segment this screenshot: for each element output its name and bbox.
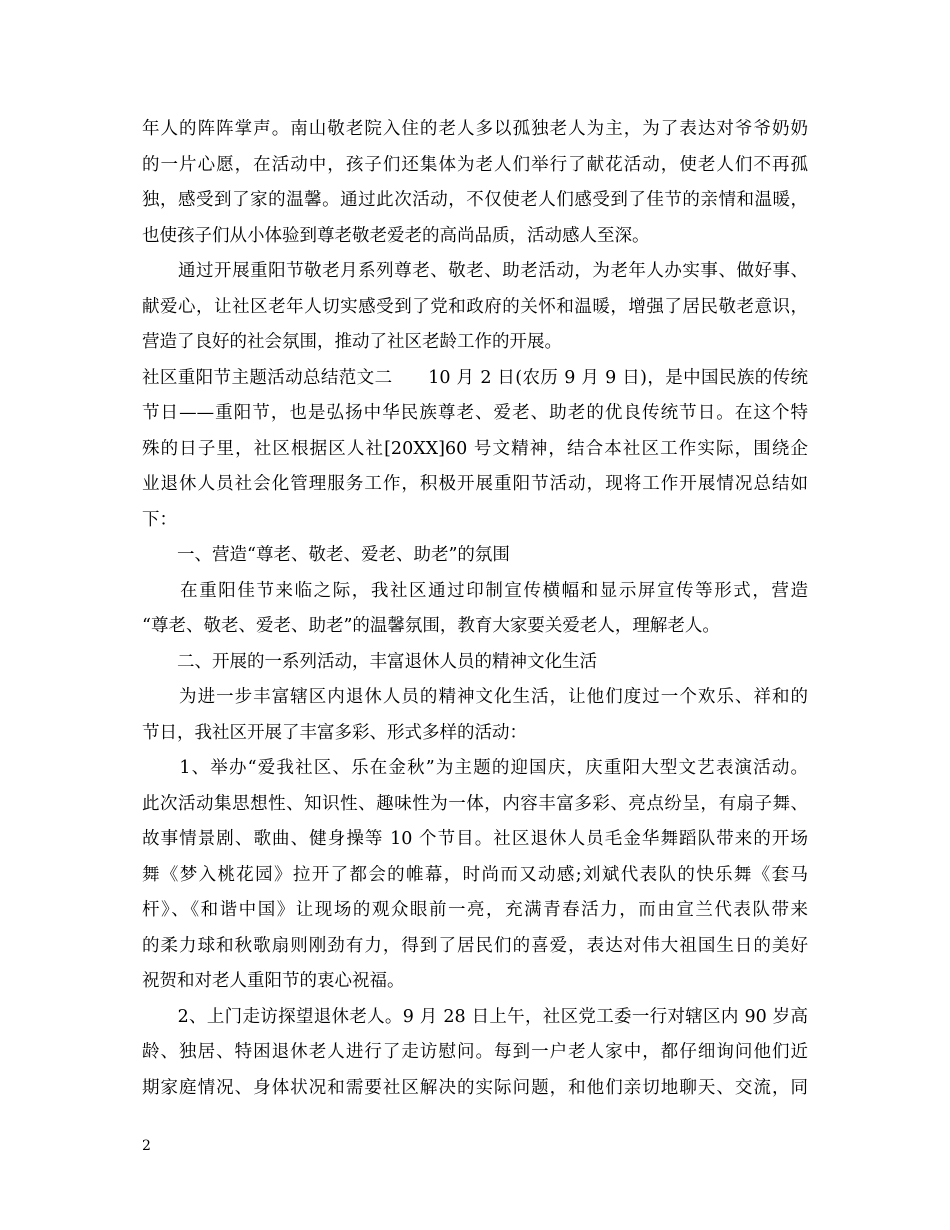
text-line: 节日，我社区开展了丰富多彩、形式多样的活动： (142, 722, 527, 743)
text-line: 二、开展的一系列活动，丰富退休人员的精神文化生活 (142, 651, 597, 672)
text-line: 殊的日子里，社区根据区人社[20XX]60 号文精神，结合本社区工作实际，围绕企 (142, 438, 808, 459)
text-line: 也使孩子们从小体验到尊老敬老爱老的高尚品质，活动感人至深。 (142, 225, 650, 246)
document-body (142, 112, 808, 1106)
text-line: 在重阳佳节来临之际，我社区通过印制宣传横幅和显示屏宣传等形式，营造 (142, 580, 808, 601)
text-line: 下： (142, 509, 177, 530)
text-line: 业退休人员社会化管理服务工作，积极开展重阳节活动，现将工作开展情况总结如 (142, 474, 808, 494)
text-line: 的柔力球和秋歌扇则刚劲有力，得到了居民们的喜爱，表达对伟大祖国生日的美好 (142, 935, 808, 956)
text-line: 故事情景剧、歌曲、健身操等 10 个节目。社区退休人员毛金华舞蹈队带来的开场 (142, 829, 808, 849)
text-line: 龄、独居、特困退休老人进行了走访慰问。每到一户老人家中，都仔细询问他们近 (142, 1042, 808, 1062)
text-line: 的一片心愿，在活动中，孩子们还集体为老人们举行了献花活动，使老人们不再孤 (142, 154, 808, 175)
text-line: 献爱心，让社区老年人切实感受到了党和政府的关怀和温暖，增强了居民敬老意识， (142, 296, 808, 317)
text-line: 社区重阳节主题活动总结范文二 10 月 2 日(农历 9 月 9 日)，是中国民族的传统 (142, 367, 808, 388)
page-number: 2 (142, 1138, 151, 1154)
text-line: 此次活动集思想性、知识性、趣味性为一体，内容丰富多彩、亮点纷呈，有扇子舞、 (142, 793, 808, 814)
text-line: 祝贺和对老人重阳节的衷心祝福。 (142, 971, 405, 991)
text-line: 舞《梦入桃花园》拉开了都会的帷幕，时尚而又动感;刘斌代表队的快乐舞《套马 (142, 864, 808, 885)
text-line: 为进一步丰富辖区内退休人员的精神文化生活，让他们度过一个欢乐、祥和的 (142, 687, 808, 707)
text-line: 年人的阵阵掌声。南山敬老院入住的老人多以孤独老人为主，为了表达对爷爷奶奶 (142, 119, 808, 139)
text-line: 营造了良好的社会氛围，推动了社区老龄工作的开展。 (142, 332, 562, 352)
text-line: 杆》、《和谐中国》让现场的观众眼前一亮，充满青春活力，而由宣兰代表队带来 (142, 900, 808, 920)
text-line: 1、举办“爱我社区、乐在金秋”为主题的迎国庆，庆重阳大型文艺表演活动。 (142, 758, 808, 778)
text-line: 通过开展重阳节敬老月系列尊老、敬老、助老活动，为老年人办实事、做好事、 (142, 261, 808, 281)
text-line: 一、营造“尊老、敬老、爱老、助老”的氛围 (142, 545, 510, 565)
text-line: 期家庭情况、身体状况和需要社区解决的实际问题，和他们亲切地聊天、交流，同 (142, 1077, 808, 1098)
text-line: 节日——重阳节，也是弘扬中华民族尊老、爱老、助老的优良传统节日。在这个特 (142, 403, 808, 423)
text-line: 独，感受到了家的温馨。通过此次活动，不仅使老人们感受到了佳节的亲情和温暖， (142, 190, 808, 210)
text-line: “尊老、敬老、爱老、助老”的温馨氛围，教育大家要关爱老人，理解老人。 (142, 616, 720, 636)
text-line: 2、上门走访探望退休老人。9 月 28 日上午，社区党工委一行对辖区内 90 岁高 (142, 1006, 808, 1027)
